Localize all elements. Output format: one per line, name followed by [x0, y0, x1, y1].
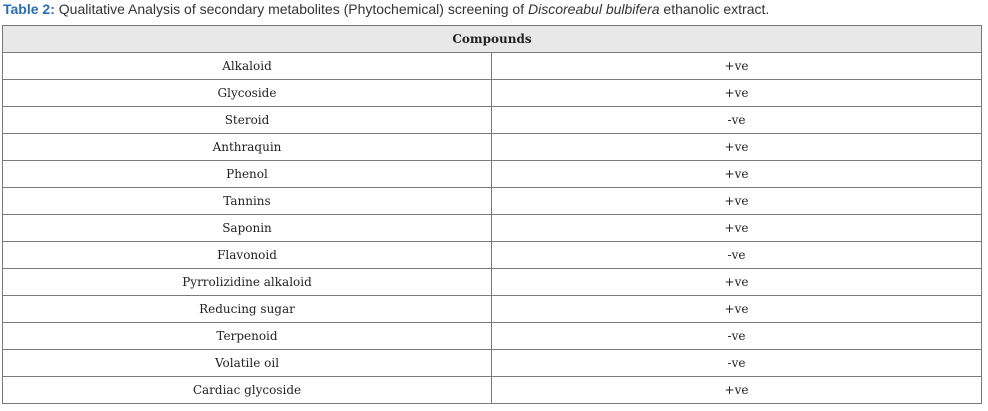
- result-cell: +ve: [492, 269, 982, 296]
- table-row: [3, 80, 982, 107]
- table-header-row: [3, 26, 982, 53]
- compound-cell: Cardiac glycoside: [3, 377, 492, 404]
- compound-cell: Steroid: [3, 107, 492, 134]
- table-row: [3, 350, 982, 377]
- table-row: [3, 323, 982, 350]
- caption-species-name: Discoreabul bulbifera: [528, 1, 660, 17]
- phytochemical-table: [2, 25, 982, 404]
- table-row: [3, 269, 982, 296]
- compound-cell: Glycoside: [3, 80, 492, 107]
- result-cell: +ve: [492, 134, 982, 161]
- compound-cell: Alkaloid: [3, 53, 492, 80]
- table-header-compounds: Compounds: [3, 26, 982, 53]
- result-cell: +ve: [492, 161, 982, 188]
- result-cell: +ve: [492, 377, 982, 404]
- table-row: [3, 161, 982, 188]
- table-row: [3, 188, 982, 215]
- compound-cell: Volatile oil: [3, 350, 492, 377]
- table-row: [3, 215, 982, 242]
- result-cell: +ve: [492, 215, 982, 242]
- compound-cell: Tannins: [3, 188, 492, 215]
- caption-text-after: ethanolic extract.: [659, 1, 770, 17]
- table-row: [3, 296, 982, 323]
- compound-cell: Anthraquin: [3, 134, 492, 161]
- result-cell: +ve: [492, 296, 982, 323]
- table-row: [3, 134, 982, 161]
- result-cell: -ve: [492, 242, 982, 269]
- table-row: [3, 377, 982, 404]
- compound-cell: Pyrrolizidine alkaloid: [3, 269, 492, 296]
- result-cell: -ve: [492, 323, 982, 350]
- table-row: [3, 242, 982, 269]
- table-row: [3, 107, 982, 134]
- caption-label: Table 2:: [3, 1, 55, 17]
- table-body: [3, 53, 982, 404]
- result-cell: -ve: [492, 107, 982, 134]
- result-cell: +ve: [492, 188, 982, 215]
- caption-text-before: Qualitative Analysis of secondary metabolites (Phytochemical) screening of: [54, 1, 528, 17]
- compound-cell: Reducing sugar: [3, 296, 492, 323]
- table-row: [3, 53, 982, 80]
- compound-cell: Phenol: [3, 161, 492, 188]
- table-caption: [3, 0, 769, 18]
- compound-cell: Terpenoid: [3, 323, 492, 350]
- result-cell: +ve: [492, 80, 982, 107]
- result-cell: -ve: [492, 350, 982, 377]
- compound-cell: Saponin: [3, 215, 492, 242]
- compound-cell: Flavonoid: [3, 242, 492, 269]
- result-cell: +ve: [492, 53, 982, 80]
